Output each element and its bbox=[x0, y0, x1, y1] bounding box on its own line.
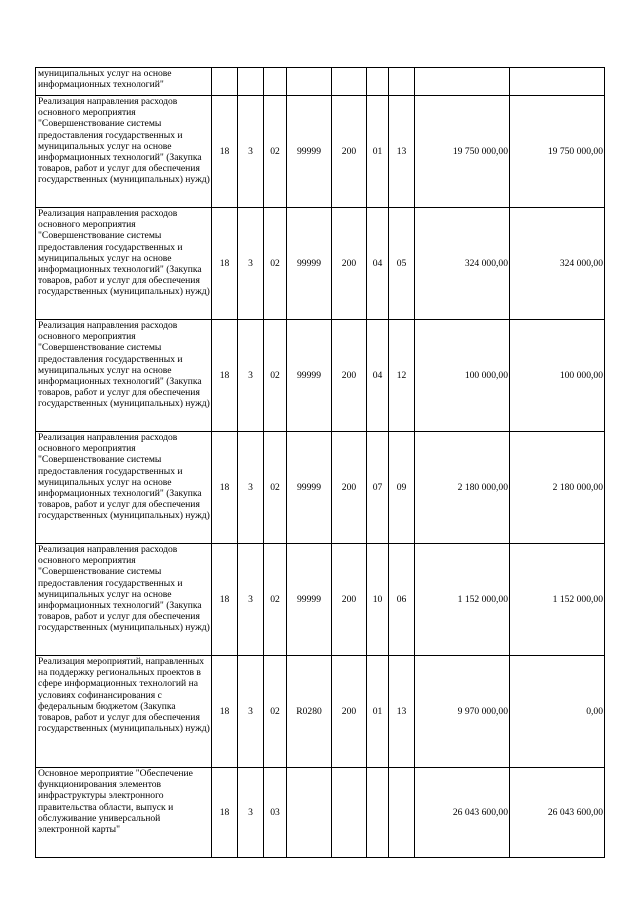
expense-type-code-cell: 200 bbox=[332, 208, 367, 320]
program-code-cell: 18 bbox=[212, 320, 238, 432]
expense-type-code-cell bbox=[332, 68, 367, 96]
event-code-cell: 02 bbox=[264, 656, 287, 768]
subsection-code-cell: 12 bbox=[389, 320, 415, 432]
amount-year-2-cell: 26 043 600,00 bbox=[510, 768, 605, 858]
section-code-cell: 04 bbox=[367, 208, 389, 320]
expense-type-code-cell: 200 bbox=[332, 96, 367, 208]
table-row bbox=[36, 320, 605, 432]
amount-year-1-cell: 324 000,00 bbox=[415, 208, 510, 320]
row-name-cell: Реализация направления расходов основного мероприятия "Совершенствование системы предоставления государственных и муниципальных услуг на основе информационных технологий" (Закупка товаров, работ и услуг для обеспечения государственных (муниципальных) нужд) bbox=[36, 544, 212, 656]
row-name-cell: Реализация направления расходов основного мероприятия "Совершенствование системы предоставления государственных и муниципальных услуг на основе информационных технологий" (Закупка товаров, работ и услуг для обеспечения государственных (муниципальных) нужд) bbox=[36, 320, 212, 432]
direction-code-cell bbox=[287, 768, 332, 858]
program-code-cell bbox=[212, 68, 238, 96]
subsection-code-cell: 06 bbox=[389, 544, 415, 656]
direction-code-cell: 99999 bbox=[287, 96, 332, 208]
expense-type-code-cell bbox=[332, 768, 367, 858]
subprogram-code-cell: 3 bbox=[238, 96, 264, 208]
amount-year-2-cell: 1 152 000,00 bbox=[510, 544, 605, 656]
amount-year-2-cell bbox=[510, 68, 605, 96]
subprogram-code-cell: 3 bbox=[238, 768, 264, 858]
amount-year-2-cell: 2 180 000,00 bbox=[510, 432, 605, 544]
section-code-cell: 07 bbox=[367, 432, 389, 544]
direction-code-cell: 99999 bbox=[287, 208, 332, 320]
expense-type-code-cell: 200 bbox=[332, 656, 367, 768]
amount-year-1-cell: 1 152 000,00 bbox=[415, 544, 510, 656]
subprogram-code-cell: 3 bbox=[238, 208, 264, 320]
table-row bbox=[36, 432, 605, 544]
event-code-cell: 02 bbox=[264, 320, 287, 432]
subsection-code-cell: 13 bbox=[389, 656, 415, 768]
budget-table bbox=[35, 67, 605, 858]
row-name-cell: Реализация направления расходов основного мероприятия "Совершенствование системы предоставления государственных и муниципальных услуг на основе информационных технологий" (Закупка товаров, работ и услуг для обеспечения государственных (муниципальных) нужд) bbox=[36, 432, 212, 544]
subprogram-code-cell bbox=[238, 68, 264, 96]
section-code-cell bbox=[367, 768, 389, 858]
subsection-code-cell bbox=[389, 768, 415, 858]
amount-year-1-cell: 19 750 000,00 bbox=[415, 96, 510, 208]
event-code-cell bbox=[264, 68, 287, 96]
subsection-code-cell: 05 bbox=[389, 208, 415, 320]
amount-year-1-cell: 2 180 000,00 bbox=[415, 432, 510, 544]
amount-year-2-cell: 100 000,00 bbox=[510, 320, 605, 432]
program-code-cell: 18 bbox=[212, 208, 238, 320]
subprogram-code-cell: 3 bbox=[238, 432, 264, 544]
program-code-cell: 18 bbox=[212, 768, 238, 858]
event-code-cell: 02 bbox=[264, 432, 287, 544]
amount-year-2-cell: 0,00 bbox=[510, 656, 605, 768]
direction-code-cell: R0280 bbox=[287, 656, 332, 768]
amount-year-1-cell: 100 000,00 bbox=[415, 320, 510, 432]
direction-code-cell: 99999 bbox=[287, 320, 332, 432]
amount-year-1-cell bbox=[415, 68, 510, 96]
expense-type-code-cell: 200 bbox=[332, 544, 367, 656]
subprogram-code-cell: 3 bbox=[238, 320, 264, 432]
table-row bbox=[36, 768, 605, 858]
row-name-cell: муниципальных услуг на основе информационных технологий" bbox=[36, 68, 212, 96]
table-row bbox=[36, 68, 605, 96]
program-code-cell: 18 bbox=[212, 656, 238, 768]
expense-type-code-cell: 200 bbox=[332, 432, 367, 544]
row-name-cell: Реализация мероприятий, направленных на поддержку региональных проектов в сфере информационных технологий на условиях софинансирования с федеральным бюджетом (Закупка товаров, работ и услуг для обеспечения государственных (муниципальных) нужд) bbox=[36, 656, 212, 768]
subsection-code-cell: 13 bbox=[389, 96, 415, 208]
amount-year-1-cell: 9 970 000,00 bbox=[415, 656, 510, 768]
section-code-cell bbox=[367, 68, 389, 96]
amount-year-2-cell: 324 000,00 bbox=[510, 208, 605, 320]
direction-code-cell: 99999 bbox=[287, 544, 332, 656]
table-row bbox=[36, 96, 605, 208]
section-code-cell: 10 bbox=[367, 544, 389, 656]
program-code-cell: 18 bbox=[212, 96, 238, 208]
event-code-cell: 02 bbox=[264, 544, 287, 656]
subprogram-code-cell: 3 bbox=[238, 544, 264, 656]
section-code-cell: 01 bbox=[367, 96, 389, 208]
direction-code-cell: 99999 bbox=[287, 432, 332, 544]
subsection-code-cell: 09 bbox=[389, 432, 415, 544]
subsection-code-cell bbox=[389, 68, 415, 96]
table-row bbox=[36, 656, 605, 768]
section-code-cell: 04 bbox=[367, 320, 389, 432]
event-code-cell: 02 bbox=[264, 96, 287, 208]
table-row bbox=[36, 208, 605, 320]
program-code-cell: 18 bbox=[212, 432, 238, 544]
subprogram-code-cell: 3 bbox=[238, 656, 264, 768]
program-code-cell: 18 bbox=[212, 544, 238, 656]
budget-table-body bbox=[36, 68, 605, 858]
table-row bbox=[36, 544, 605, 656]
direction-code-cell bbox=[287, 68, 332, 96]
amount-year-2-cell: 19 750 000,00 bbox=[510, 96, 605, 208]
row-name-cell: Основное мероприятие "Обеспечение функционирования элементов инфраструктуры электронного правительства области, выпуск и обслуживание универсальной электронной карты" bbox=[36, 768, 212, 858]
section-code-cell: 01 bbox=[367, 656, 389, 768]
expense-type-code-cell: 200 bbox=[332, 320, 367, 432]
event-code-cell: 03 bbox=[264, 768, 287, 858]
row-name-cell: Реализация направления расходов основного мероприятия "Совершенствование системы предоставления государственных и муниципальных услуг на основе информационных технологий" (Закупка товаров, работ и услуг для обеспечения государственных (муниципальных) нужд) bbox=[36, 208, 212, 320]
row-name-cell: Реализация направления расходов основного мероприятия "Совершенствование системы предоставления государственных и муниципальных услуг на основе информационных технологий" (Закупка товаров, работ и услуг для обеспечения государственных (муниципальных) нужд) bbox=[36, 96, 212, 208]
event-code-cell: 02 bbox=[264, 208, 287, 320]
amount-year-1-cell: 26 043 600,00 bbox=[415, 768, 510, 858]
